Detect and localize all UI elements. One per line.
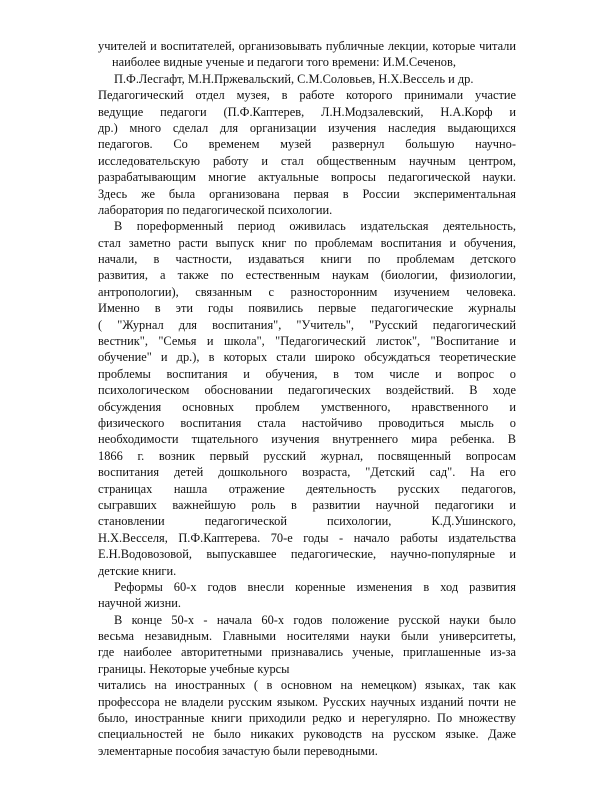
text-line: научной жизни.	[98, 596, 181, 611]
text-line: стал заметно расти выпуск книг по проблемам воспитания и обучения,	[98, 235, 516, 250]
text-line: обучение" и др.), в которых стали широко обсуждаться теоретические	[98, 350, 516, 365]
text-line: воспитания детей дошкольного возраста, "Детский сад". На его	[98, 465, 516, 480]
text-line: проблемы воспитания и обучения, в том числе и вопрос о	[98, 366, 516, 381]
text-line: становлении педагогической психологии, К.Д.Ушинского,	[98, 514, 516, 529]
text-line: весьма незавидным. Главными носителями науки были университеты,	[98, 629, 516, 644]
text-line: ведущие педагоги (П.Ф.Каптерев, Л.Н.Модзалевский, Н.А.Корф и	[98, 104, 516, 119]
text-line: П.Ф.Лесгафт, М.Н.Пржевальский, С.М.Соловьев, Н.Х.Вессель и др.	[114, 71, 474, 86]
text-line: было, иностранные книги приходили редко и нерегулярно. По множеству	[98, 711, 516, 726]
text-line: сыгравших важнейшую роль в развитии научной педагогики и	[98, 497, 516, 512]
text-line: педагогов. Со временем музей развернул большую научно-	[98, 137, 516, 152]
text-line: детские книги.	[98, 563, 177, 578]
text-line: учителей и воспитателей, организовывать публичные лекции, которые читали	[98, 39, 516, 53]
text-line: психологическом обосновании педагогических воздействий. В ходе	[98, 383, 516, 398]
body-text	[98, 38, 516, 759]
text-line: антропологии), связанным с разносторонним изучением человека.	[98, 284, 516, 299]
text-line: страницах нашла отражение деятельность русских педагогов,	[98, 481, 516, 496]
text-line: лаборатория по педагогической психологии.	[98, 202, 333, 217]
text-line: В конце 50-х - начала 60-х годов положение русской науки было	[114, 612, 516, 627]
text-line: границы. Некоторые учебные курсы	[98, 661, 290, 676]
text-line: разрабатывающим многие актуальные вопросы педагогической науки.	[98, 170, 516, 185]
text-line: Здесь же была организована первая в России экспериментальная	[98, 186, 516, 201]
text-line: развития, а также по естественным наукам (биологии, физиологии,	[98, 268, 516, 283]
text-line: др.) много сделал для организации изучения наследия выдающихся	[98, 120, 516, 135]
text-line: элементарные пособия зачастую были переводными.	[98, 743, 378, 758]
text-line: Педагогический отдел музея, в работе которого принимали участие	[98, 88, 516, 103]
text-line: Е.Н.Водовозовой, выпускавшее педагогические, научно-популярные и	[98, 547, 516, 562]
text-line: обсуждения основных проблем умственного, нравственного и	[98, 399, 516, 414]
text-line: Реформы 60-х годов внесли коренные изменения в ход развития	[114, 579, 516, 594]
text-line: ( "Журнал для воспитания", "Учитель", "Русский педагогический	[98, 317, 516, 332]
text-line: Н.Х.Весселя, П.Ф.Каптерева. 70-е годы - начало работы издательства	[98, 530, 516, 545]
text-line: читались на иностранных ( в основном на немецком) языках, так как	[98, 678, 516, 693]
text-line: вестник", "Семья и школа", "Педагогический листок", "Воспитание и	[98, 334, 516, 349]
text-line: наиболее видные ученые и педагоги того времени: И.М.Сеченов,	[112, 55, 456, 70]
text-line: начали, в частности, издаваться книги по проблемам детского	[98, 252, 516, 267]
text-line: 1866 г. возник первый русский журнал, посвященный вопросам	[98, 448, 516, 463]
text-line: где наиболее авторитетными признавались ученые, приглашенные из-за	[98, 645, 516, 660]
text-line: В пореформенный период оживилась издательская деятельность,	[114, 219, 516, 234]
text-line: профессора не владели русским языком. Русских научных изданий почти не	[98, 694, 516, 709]
text-line: Именно в эти годы появились первые педагогические журналы	[98, 301, 516, 316]
text-line: физического воспитания стала настойчиво проводиться мысль о	[98, 415, 516, 430]
text-line: специальностей не было никаких руководств на русском языке. Даже	[98, 727, 516, 742]
text-line: необходимости тщательного изучения внутреннего мира ребенка. В	[98, 432, 516, 447]
text-line: исследовательскую работу и стал общественным научным центром,	[98, 153, 516, 168]
